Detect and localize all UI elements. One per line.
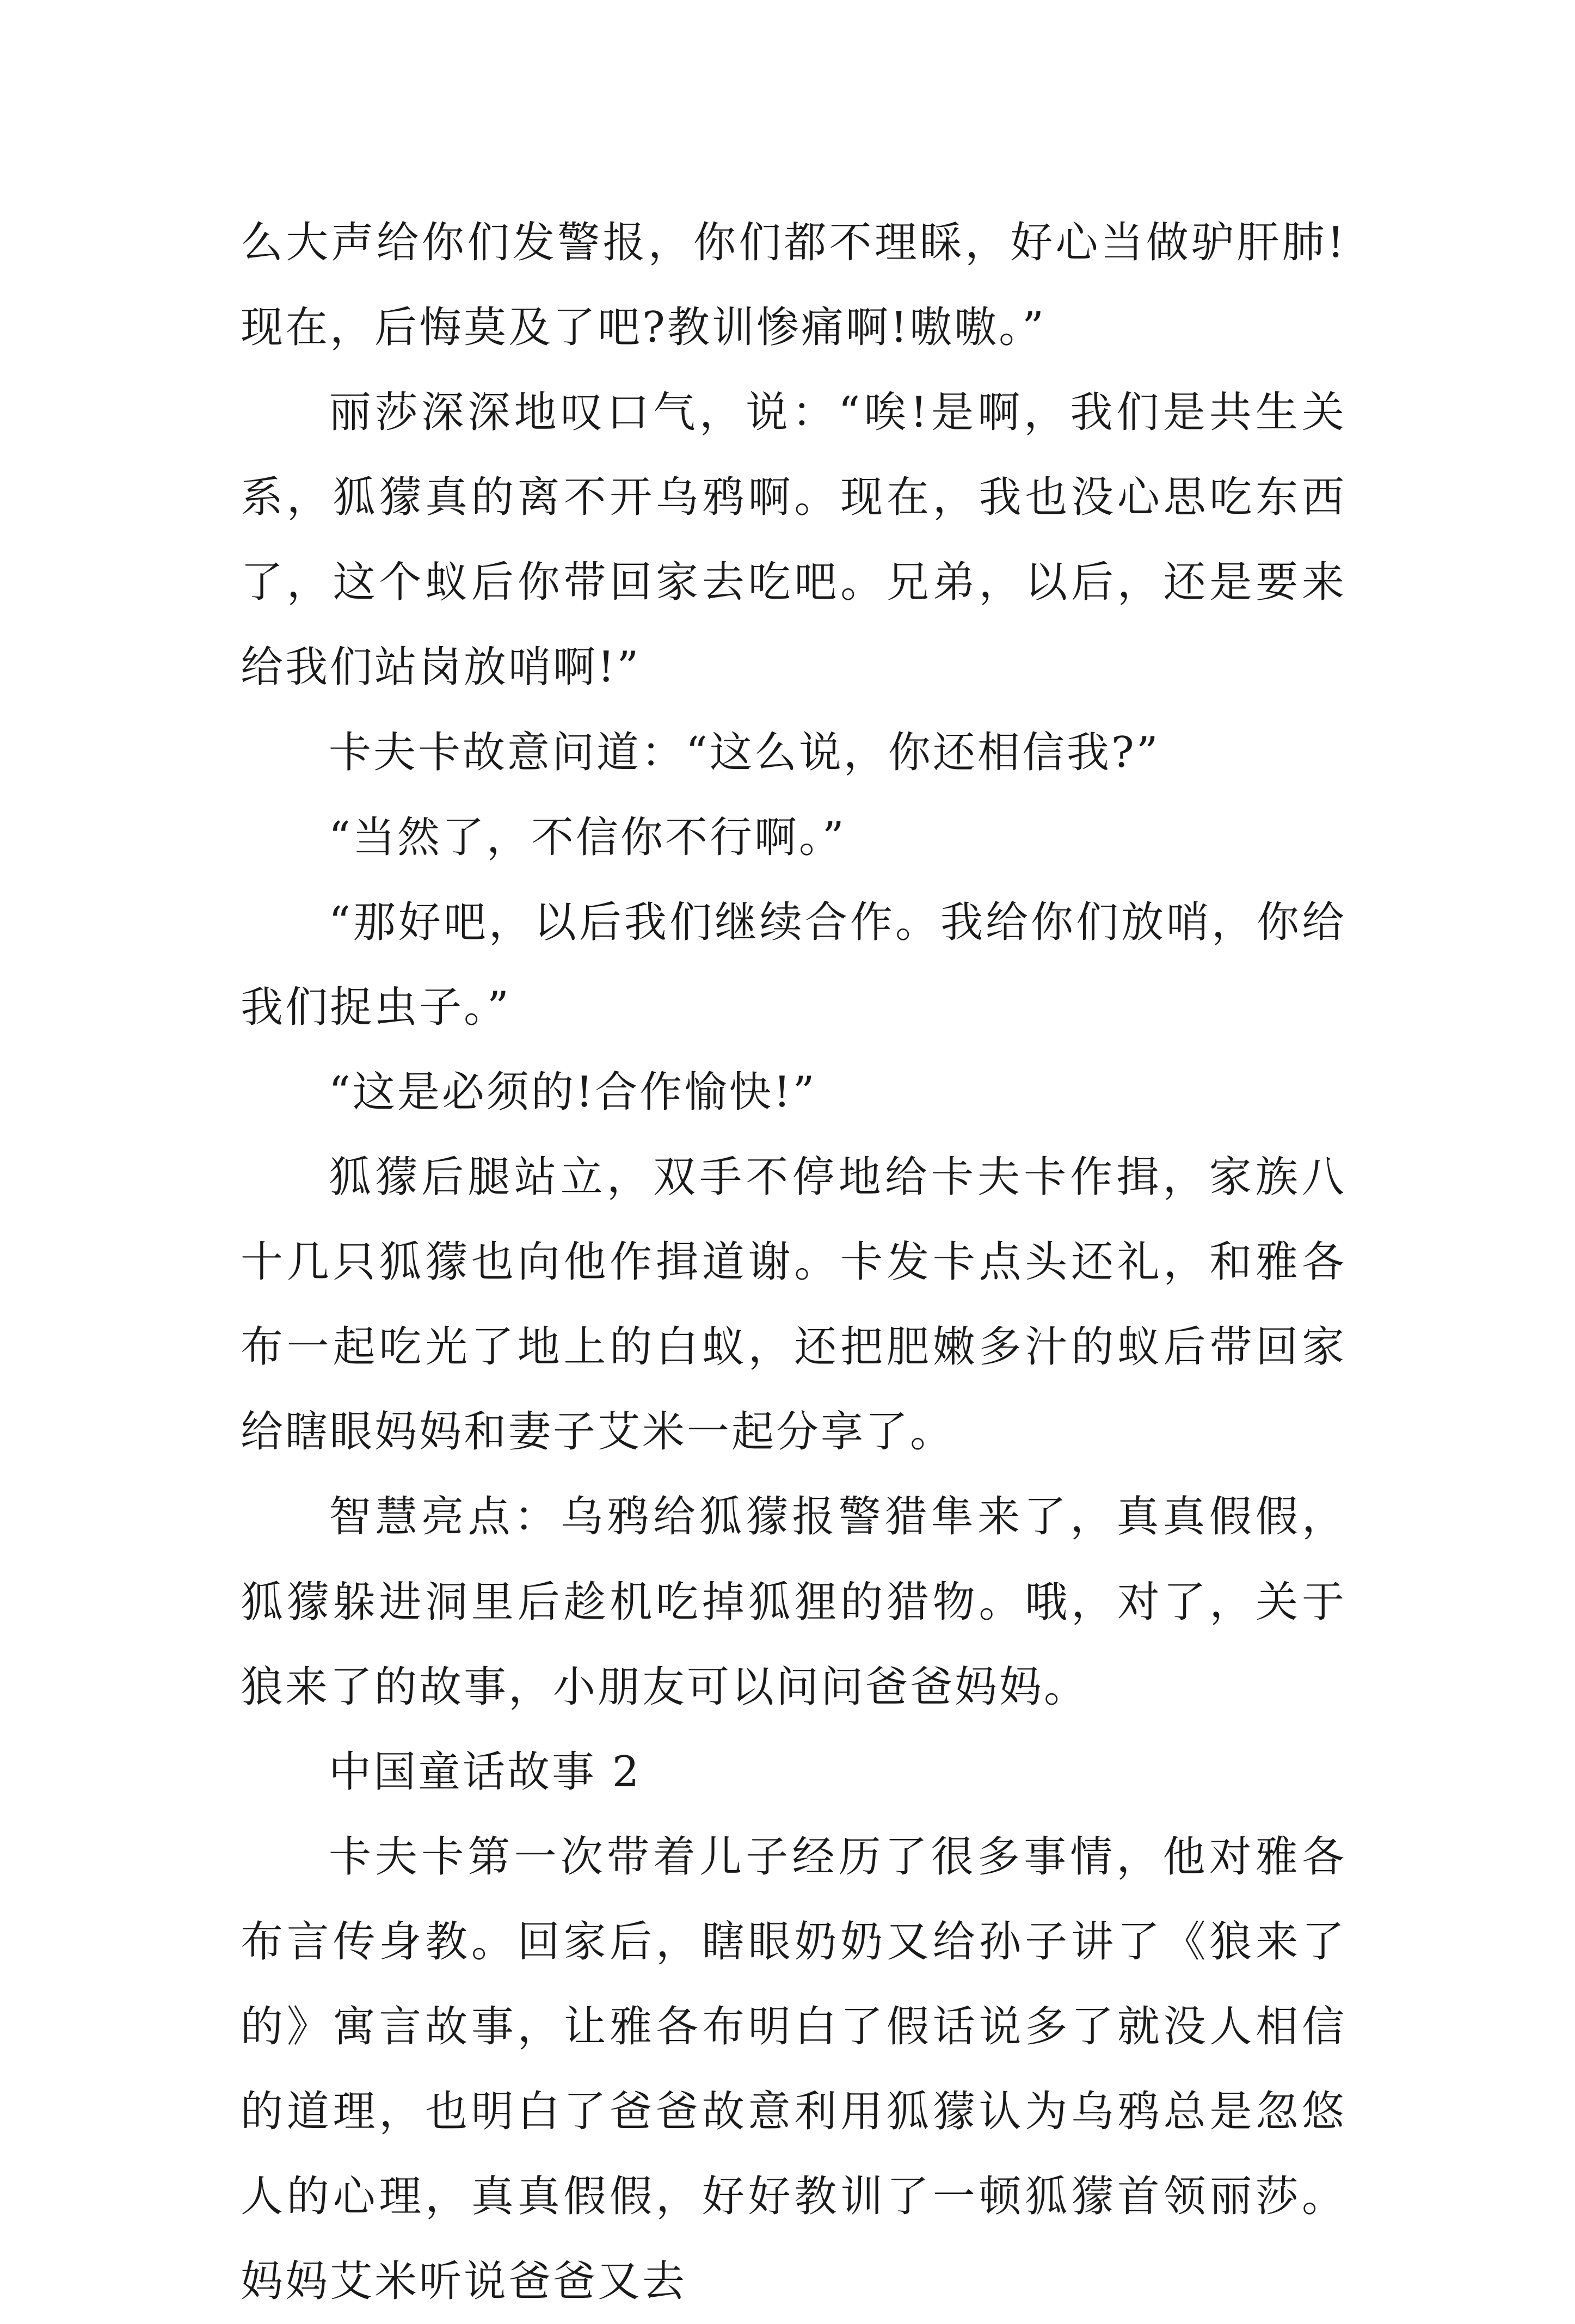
paragraph-5: “那好吧，以后我们继续合作。我给你们放哨，你给我们捉虫子。” [241,897,1346,1032]
paragraph-1: 么大声给你们发警报，你们都不理睬，好心当做驴肝肺!现在，后悔莫及了吧?教训惨痛啊!嗷嗷。” [241,218,1346,353]
paragraph-4: “当然了，不信你不行啊。” [329,813,846,862]
paragraph-6: “这是必须的!合作愉快!” [329,1067,817,1117]
section-heading: 中国童话故事 2 [329,1747,642,1797]
paragraph-8: 智慧亮点：乌鸦给狐獴报警猎隼来了，真真假假，狐獴躲进洞里后趁机吃掉狐狸的猎物。哦，对了，关于狼来了的故事，小朋友可以问问爸爸妈妈。 [241,1492,1346,1712]
paragraph-9: 卡夫卡第一次带着儿子经历了很多事情，他对雅各布言传身教。回家后，瞎眼奶奶又给孙子讲了《狼来了的》寓言故事，让雅各布明白了假话说多了就没人相信的道理，也明白了爸爸故意利用狐獴认为乌鸦总是忽悠人的心理，真真假假，好好教训了一顿狐獴首领丽莎。妈妈艾米听说爸爸又去 [241,1832,1346,2307]
paragraph-7: 狐獴后腿站立，双手不停地给卡夫卡作揖，家族八十几只狐獴也向他作揖道谢。卡发卡点头还礼，和雅各布一起吃光了地上的白蚁，还把肥嫩多汁的蚁后带回家给瞎眼妈妈和妻子艾米一起分享了。 [241,1153,1346,1457]
paragraph-2: 丽莎深深地叹口气，说：“唉!是啊，我们是共生关系，狐獴真的离不开乌鸦啊。现在，我也没心思吃东西了，这个蚁后你带回家去吃吧。兄弟，以后，还是要来给我们站岗放哨啊!” [241,388,1346,692]
story-text [241,200,1346,2324]
paragraph-3: 卡夫卡故意问道：“这么说，你还相信我?” [329,728,1160,777]
